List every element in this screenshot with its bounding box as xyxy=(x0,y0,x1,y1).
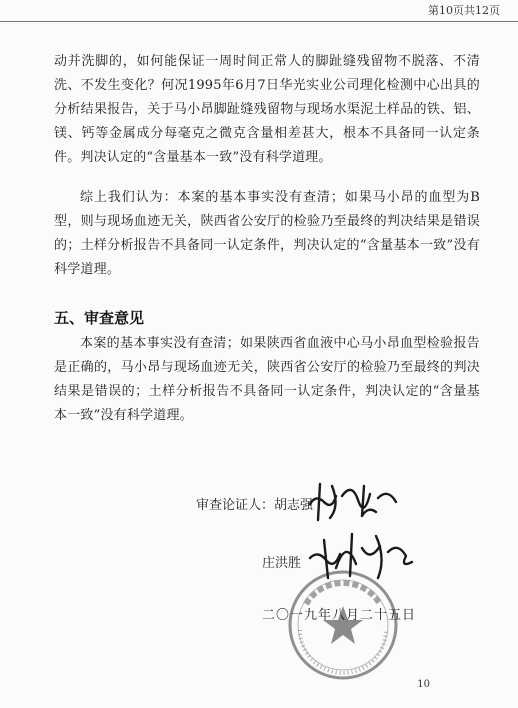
body-paragraph-2: 综上我们认为：本案的基本事实没有查清；如果马小昂的血型为B型，则与现场血迹无关，陕西省公安厅的检验乃至最终的判决结果是错误的；土样分析报告不具备同一认定条件，判决认定的“含量基本一致”没有科学道理。 xyxy=(54,190,480,277)
body-paragraph-3: 本案的基本事实没有查清；如果陕西省血液中心马小昂血型检验报告是正确的，马小昂与现场血迹无关，陕西省公安厅的检验乃至最终的判决结果是错误的；土样分析报告不具备同一认定条件，判决认定的“含量基本一致”没有科学道理。 xyxy=(54,336,480,423)
reviewer-signature-label: 审查论证人：胡志强 xyxy=(196,498,314,513)
page-indicator: 第10页共12页 xyxy=(428,4,500,17)
header-rule xyxy=(0,21,518,22)
official-seal xyxy=(286,568,400,682)
document-date: 二〇一九年八月二十五日 xyxy=(262,608,417,623)
signature-zhuang xyxy=(306,528,418,584)
body-paragraph-1: 动并洗脚的，如何能保证一周时间正常人的脚趾缝残留物不脱落、不清洗、不发生变化？何况1995年6月7日华光实业公司理化检测中心出具的分析结果报告，关于马小昂脚趾缝残留物与现场水渠泥土样品的铁、铝、镁、钙等金属成分每毫克之微克含量相差甚大，根本不具备同一认定条件。判决认定的“含量基本一致”没有科学道理。 xyxy=(54,54,480,165)
second-reviewer-name: 庄洪胜 xyxy=(262,556,302,571)
section-heading: 五、审查意见 xyxy=(54,309,145,327)
page-number: 10 xyxy=(417,679,430,690)
signature-hu xyxy=(306,476,402,526)
